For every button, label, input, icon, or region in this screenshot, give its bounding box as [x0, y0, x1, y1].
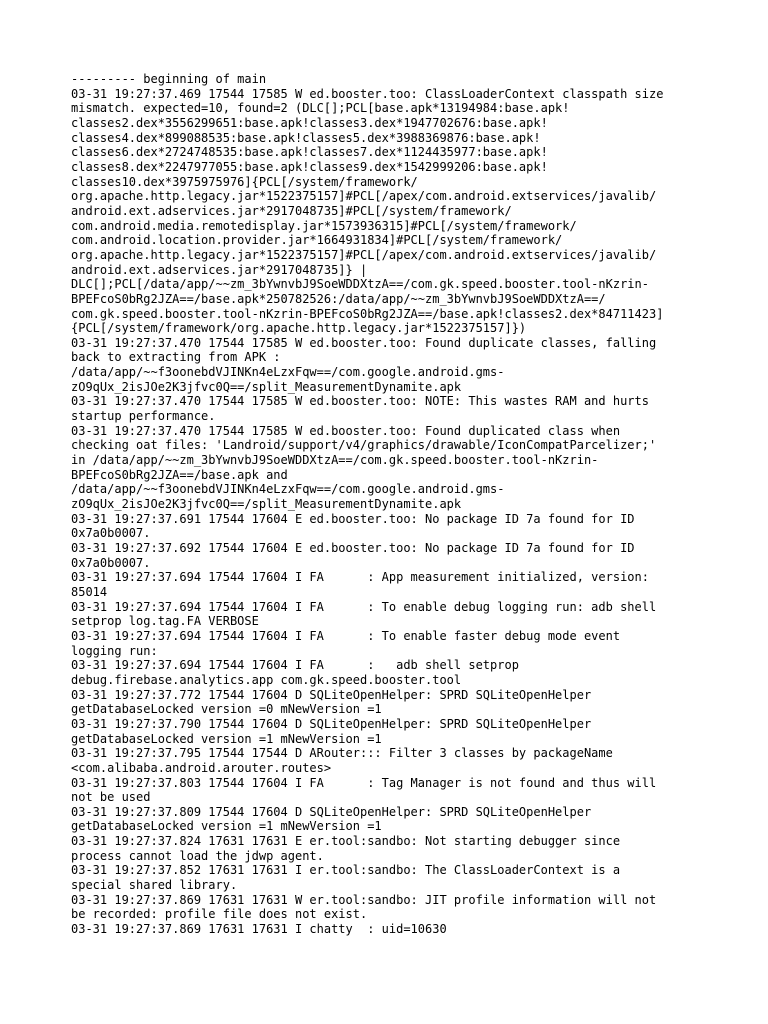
log-line: org.apache.http.legacy.jar*1522375157]#PCL[/apex/com.android.extservices/javalib/	[71, 189, 657, 204]
log-document	[71, 72, 701, 937]
log-line: getDatabaseLocked version =0 mNewVersion =1	[71, 702, 382, 717]
log-line: 03-31 19:27:37.469 17544 17585 W ed.booster.too: ClassLoaderContext classpath size	[71, 86, 664, 101]
log-line: startup performance.	[71, 409, 216, 424]
log-line: classes10.dex*3975975976]{PCL[/system/framework/	[71, 174, 418, 189]
log-line: 03-31 19:27:37.694 17544 17604 I FA : App measurement initialized, version:	[71, 570, 649, 585]
log-line: 03-31 19:27:37.772 17544 17604 D SQLiteOpenHelper: SPRD SQLiteOpenHelper	[71, 687, 592, 702]
log-line: android.ext.adservices.jar*2917048735]} |	[71, 262, 368, 277]
log-line: classes8.dex*2247977055:base.apk!classes9.dex*1542999206:base.apk!	[71, 159, 548, 174]
log-line: com.android.location.provider.jar*1664931834]#PCL[/system/framework/	[71, 233, 563, 248]
log-line: classes2.dex*3556299651:base.apk!classes3.dex*1947702676:base.apk!	[71, 115, 548, 130]
log-line: com.android.media.remotedisplay.jar*1573936315]#PCL[/system/framework/	[71, 218, 577, 233]
log-line: 03-31 19:27:37.692 17544 17604 E ed.booster.too: No package ID 7a found for ID	[71, 541, 635, 555]
log-line: zO9qUx_2isJOe2K3jfvc0Q==/split_MeasurementDynamite.apk	[71, 379, 462, 394]
log-line: 85014	[71, 584, 108, 599]
log-line: in /data/app/~~zm_3bYwnvbJ9SoeWDDXtzA==/com.gk.speed.booster.tool-nKzrin-	[71, 453, 599, 468]
log-line: classes4.dex*899088535:base.apk!classes5.dex*3988369876:base.apk!	[71, 130, 541, 145]
log-line: setprop log.tag.FA VERBOSE	[71, 614, 259, 629]
log-line: not be used	[71, 790, 151, 805]
log-line: mismatch. expected=10, found=2 (DLC[];PCL[base.apk*13194984:base.apk!	[71, 101, 570, 116]
log-line: 03-31 19:27:37.824 17631 17631 E er.tool:sandbo: Not starting debugger since	[71, 834, 621, 849]
log-line: 03-31 19:27:37.694 17544 17604 I FA : adb shell setprop	[71, 658, 519, 673]
log-line: checking oat files: 'Landroid/support/v4/graphics/drawable/IconCompatParcelizer;'	[71, 438, 657, 453]
log-line: com.gk.speed.booster.tool-nKzrin-BPEFcoS0bRg2JZA==/base.apk!classes2.dex*84711423]	[71, 306, 664, 321]
log-line: getDatabaseLocked version =1 mNewVersion =1	[71, 819, 382, 834]
log-line: {PCL[/system/framework/org.apache.http.legacy.jar*1522375157]})	[71, 321, 527, 336]
log-line: BPEFcoS0bRg2JZA==/base.apk and	[71, 467, 288, 482]
log-line: 03-31 19:27:37.470 17544 17585 W ed.booster.too: NOTE: This wastes RAM and hurts	[71, 394, 649, 409]
log-line: 0x7a0b0007.	[71, 555, 151, 570]
log-line: 03-31 19:27:37.809 17544 17604 D SQLiteOpenHelper: SPRD SQLiteOpenHelper	[71, 804, 592, 819]
log-line: 03-31 19:27:37.470 17544 17585 W ed.booster.too: Found duplicated class when	[71, 423, 621, 438]
log-line: 03-31 19:27:37.803 17544 17604 I FA : Tag Manager is not found and thus will	[71, 775, 657, 790]
log-line: 03-31 19:27:37.795 17544 17544 D ARouter::: Filter 3 classes by packageName	[71, 746, 613, 761]
log-line: android.ext.adservices.jar*2917048735]#PCL[/system/framework/	[71, 203, 512, 218]
log-line: be recorded: profile file does not exist.	[71, 907, 368, 922]
log-line: org.apache.http.legacy.jar*1522375157]#PCL[/apex/com.android.extservices/javalib/	[71, 247, 657, 262]
log-line: /data/app/~~f3oonebdVJINKn4eLzxFqw==/com.google.android.gms-	[71, 482, 505, 497]
log-line: 03-31 19:27:37.691 17544 17604 E ed.booster.too: No package ID 7a found for ID	[71, 511, 635, 526]
log-line: getDatabaseLocked version =1 mNewVersion =1	[71, 731, 382, 746]
log-line: 03-31 19:27:37.790 17544 17604 D SQLiteOpenHelper: SPRD SQLiteOpenHelper	[71, 716, 592, 731]
log-line: 03-31 19:27:37.869 17631 17631 W er.tool:sandbo: JIT profile information will not	[71, 892, 657, 907]
log-line: process cannot load the jdwp agent.	[71, 848, 324, 863]
log-line: 03-31 19:27:37.852 17631 17631 I er.tool:sandbo: The ClassLoaderContext is a	[71, 863, 621, 878]
log-line: classes6.dex*2724748535:base.apk!classes7.dex*1124435977:base.apk!	[71, 145, 548, 160]
log-line: 03-31 19:27:37.470 17544 17585 W ed.booster.too: Found duplicate classes, falling	[71, 335, 657, 350]
log-line: back to extracting from APK :	[71, 350, 281, 365]
log-line: 03-31 19:27:37.694 17544 17604 I FA : To enable faster debug mode event	[71, 628, 621, 643]
log-line: zO9qUx_2isJOe2K3jfvc0Q==/split_MeasurementDynamite.apk	[71, 497, 462, 512]
log-line: 03-31 19:27:37.694 17544 17604 I FA : To enable debug logging run: adb shell	[71, 599, 657, 614]
log-line: special shared library.	[71, 878, 238, 893]
log-line: /data/app/~~f3oonebdVJINKn4eLzxFqw==/com.google.android.gms-	[71, 365, 505, 380]
log-line: BPEFcoS0bRg2JZA==/base.apk*250782526:/data/app/~~zm_3bYwnvbJ9SoeWDDXtzA==/	[71, 291, 606, 306]
log-line: 03-31 19:27:37.869 17631 17631 I chatty : uid=10630	[71, 922, 447, 937]
log-line: 0x7a0b0007.	[71, 526, 151, 541]
log-line: debug.firebase.analytics.app com.gk.speed.booster.tool	[71, 672, 462, 687]
log-line: --------- beginning of main	[71, 72, 267, 86]
log-line: logging run:	[71, 643, 158, 658]
log-line: <com.alibaba.android.arouter.routes>	[71, 760, 332, 775]
log-line: DLC[];PCL[/data/app/~~zm_3bYwnvbJ9SoeWDDXtzA==/com.gk.speed.booster.tool-nKzrin-	[71, 277, 649, 292]
